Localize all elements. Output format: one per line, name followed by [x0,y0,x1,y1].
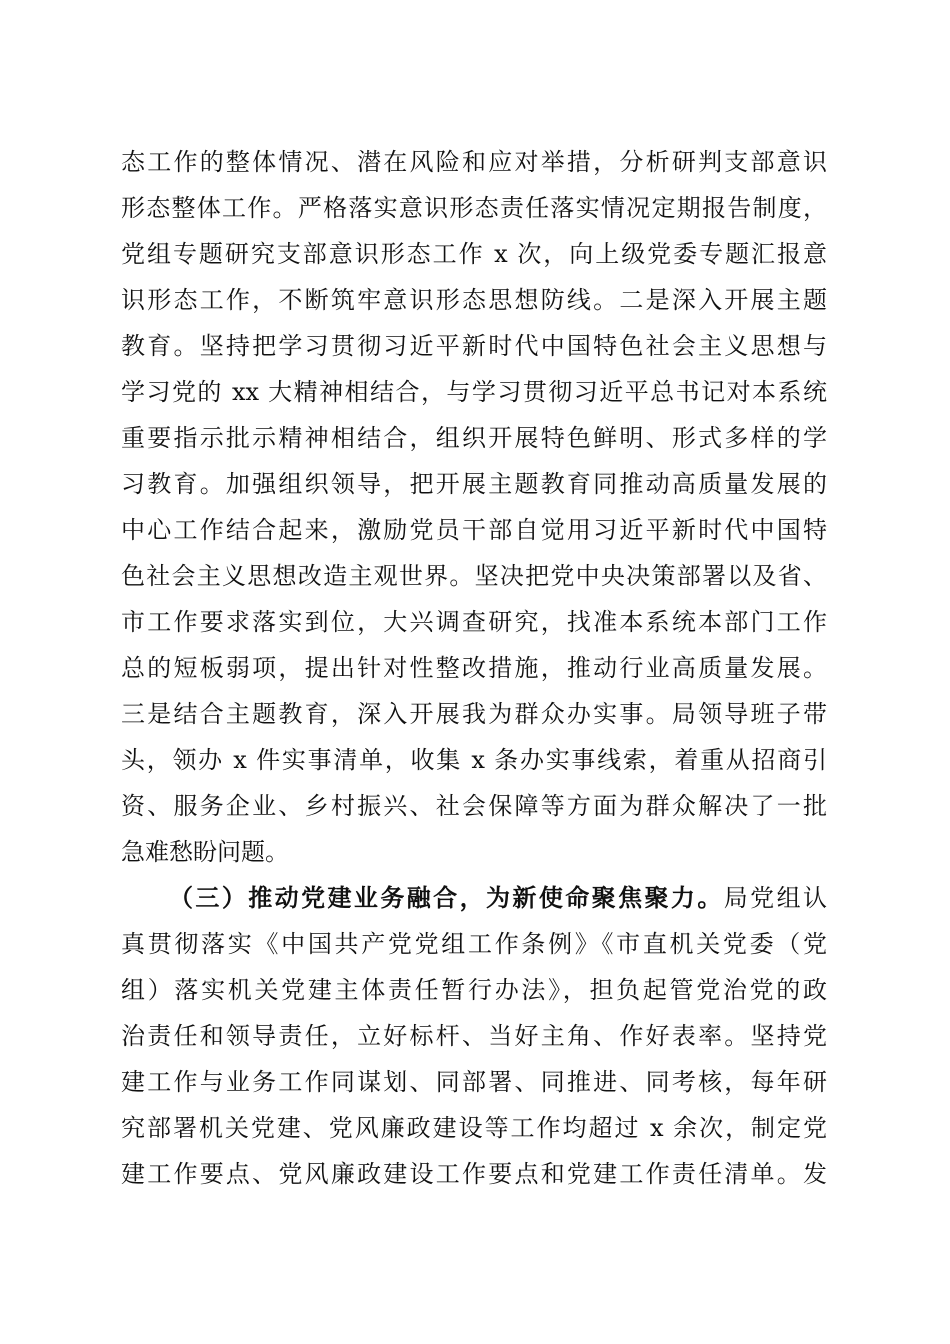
paragraph-line: 真贯彻落实《中国共产党党组工作条例》《市直机关党委（党 [121,930,827,958]
paragraph-line: 究部署机关党建、党风廉政建设等工作均超过 x 余次，制定党 [121,1114,827,1142]
heading-line-rest: 局党组认 [723,884,827,912]
paragraph-line: 形态整体工作。严格落实意识形态责任落实情况定期报告制度， [121,194,827,222]
paragraph-line: 组）落实机关党建主体责任暂行办法》，担负起管党治党的政 [121,976,827,1004]
paragraph-line: 市工作要求落实到位，大兴调查研究，找准本系统本部门工作 [121,608,827,636]
paragraph-line: 教育。坚持把学习贯彻习近平新时代中国特色社会主义思想与 [121,332,827,360]
paragraph-line: 中心工作结合起来，激励党员干部自觉用习近平新时代中国特 [121,516,827,544]
paragraph-line: 习教育。加强组织领导，把开展主题教育同推动高质量发展的 [121,470,827,498]
paragraph-line: 识形态工作，不断筑牢意识形态思想防线。二是深入开展主题 [121,286,827,314]
paragraph-line: 学习党的 xx 大精神相结合，与学习贯彻习近平总书记对本系统 [121,378,827,406]
paragraph-line: 资、服务企业、乡村振兴、社会保障等方面为群众解决了一批 [121,792,827,820]
paragraph-line: 治责任和领导责任，立好标杆、当好主角、作好表率。坚持党 [121,1022,827,1050]
paragraph-line: 建工作与业务工作同谋划、同部署、同推进、同考核，每年研 [121,1068,827,1096]
paragraph-line: 态工作的整体情况、潜在风险和应对举措，分析研判支部意识 [121,148,827,176]
paragraph-line: 建工作要点、党风廉政建设工作要点和党建工作责任清单。发 [121,1160,827,1188]
paragraph-line: 重要指示批示精神相结合，组织开展特色鲜明、形式多样的学 [121,424,827,452]
paragraph-line: 急难愁盼问题。 [121,838,289,866]
section-heading: （三）推动党建业务融合，为新使命聚焦聚力。 [169,883,724,912]
section-heading-line [169,878,827,918]
paragraph-line: 头，领办 x 件实事清单，收集 x 条办实事线索，着重从招商引 [121,746,827,774]
paragraph-line: 三是结合主题教育，深入开展我为群众办实事。局领导班子带 [121,700,827,728]
paragraph-line: 总的短板弱项，提出针对性整改措施，推动行业高质量发展。 [121,654,827,682]
paragraph-line: 党组专题研究支部意识形态工作 x 次，向上级党委专题汇报意 [121,240,827,268]
paragraph-line: 色社会主义思想改造主观世界。坚决把党中央决策部署以及省、 [121,562,827,590]
